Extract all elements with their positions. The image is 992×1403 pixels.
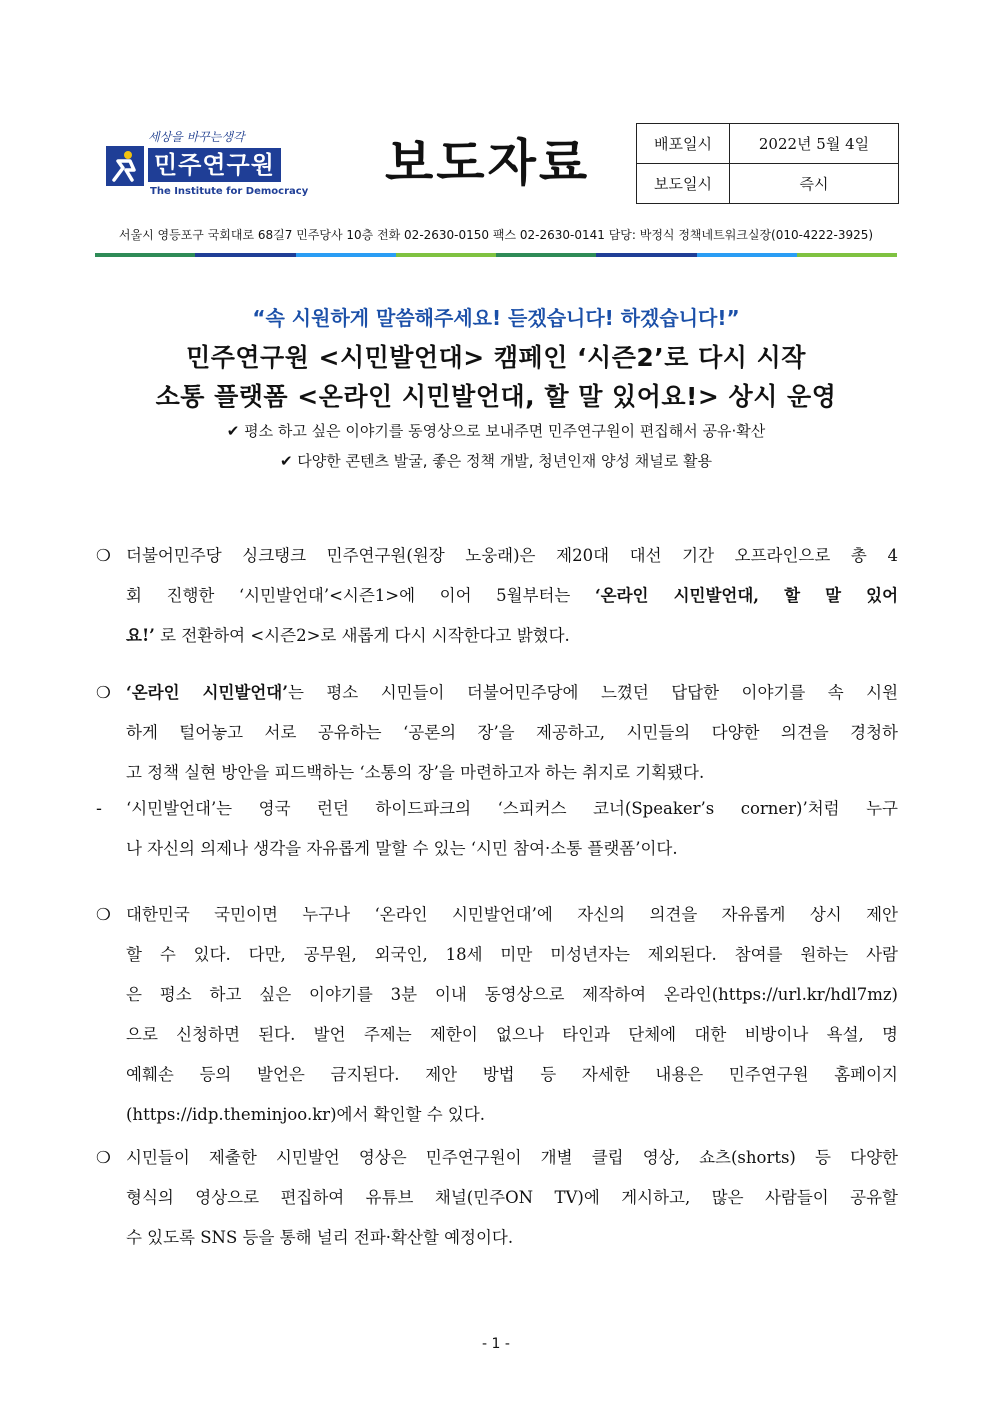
paragraph-3	[96, 789, 898, 869]
paragraph-line	[96, 1178, 898, 1218]
header-color-bar	[95, 253, 897, 257]
embargo-row	[637, 164, 899, 204]
color-bar-segment	[496, 253, 596, 257]
color-bar-segment	[296, 253, 396, 257]
paragraph-text: 회 진행한 ‘시민발언대’<시즌1>에 이어 5월부터는	[126, 586, 595, 605]
release-info-table	[636, 123, 899, 204]
release-date-label: 배포일시	[637, 124, 730, 164]
paragraph-bold-text: ‘온라인 시민발언대’	[126, 683, 288, 702]
paragraph-line	[96, 1015, 898, 1055]
circle-bullet-icon: ❍	[96, 546, 111, 565]
document-title: 보도자료	[385, 134, 591, 192]
paragraph-line	[96, 895, 898, 935]
paragraph-bold-text: ‘온라인 시민발언대, 할 말 있어	[594, 586, 899, 605]
release-date-row	[637, 124, 899, 164]
page-number: - 1 -	[482, 1336, 510, 1352]
color-bar-segment	[95, 253, 195, 257]
runner-logo-icon	[106, 146, 144, 186]
paragraph-line	[96, 616, 898, 656]
paragraph-line	[96, 713, 898, 753]
org-logo	[104, 128, 309, 204]
paragraph-text: 고 정책 실현 방안을 피드백하는 ‘소통의 장’을 마련하고자 하는 취지로 기획됐다.	[126, 763, 705, 782]
paragraph-line	[96, 829, 898, 869]
logo-slogan: 세상을 바꾸는생각	[148, 130, 245, 144]
paragraph-line	[96, 753, 898, 793]
paragraph-line	[96, 673, 898, 713]
paragraph-text: 수 있도록 SNS 등을 통해 널리 전파·확산할 예정이다.	[126, 1228, 514, 1247]
embargo-value: 즉시	[730, 164, 899, 204]
paragraph-text: 하게 털어놓고 서로 공유하는 ‘공론의 장’을 제공하고, 시민들의 다양한 의견을 경청하	[126, 723, 898, 742]
paragraph-line	[96, 975, 898, 1015]
paragraph-line	[96, 1138, 898, 1178]
dash-bullet: -	[96, 799, 102, 818]
headline-sub-1: ✔ 평소 하고 싶은 이야기를 동영상으로 보내주면 민주연구원이 편집해서 공유·확산	[226, 422, 766, 440]
paragraph-text: 대한민국 국민이면 누구나 ‘온라인 시민발언대’에 자신의 의견을 자유롭게 상시 제안	[126, 905, 898, 924]
paragraph-line	[96, 1218, 898, 1258]
paragraph-line	[96, 789, 898, 829]
paragraph-line	[96, 1055, 898, 1095]
paragraph-text: 형식의 영상으로 편집하여 유튜브 채널(민주ON TV)에 게시하고, 많은 사람들이 공유할	[126, 1188, 898, 1207]
release-date-value: 2022년 5월 4일	[730, 124, 899, 164]
paragraph-line	[96, 576, 898, 616]
paragraph-text: ‘시민발언대’는 영국 런던 하이드파크의 ‘스피커스 코너(Speaker’s corner)’처럼 누구	[126, 799, 898, 818]
color-bar-segment	[797, 253, 897, 257]
paragraph-text: 할 수 있다. 다만, 공무원, 외국인, 18세 미만 미성년자는 제외된다. 참여를 원하는 사람	[126, 945, 898, 964]
headline-sub-2: ✔ 다양한 콘텐츠 발굴, 좋은 정책 개발, 청년인재 양성 채널로 활용	[279, 452, 713, 470]
paragraph-text: 더불어민주당 싱크탱크 민주연구원(원장 노웅래)은 제20대 대선 기간 오프라인으로 총 4	[126, 546, 898, 565]
paragraph-2	[96, 673, 898, 793]
paragraph-text: 로 전환하여 <시즌2>로 새롭게 다시 시작한다고 밝혔다.	[154, 626, 570, 645]
circle-bullet-icon: ❍	[96, 1148, 111, 1167]
color-bar-segment	[396, 253, 496, 257]
paragraph-text: 는 평소 시민들이 더불어민주당에 느꼈던 답답한 이야기를 속 시원	[287, 683, 899, 702]
circle-bullet-icon: ❍	[96, 905, 111, 924]
paragraph-line	[96, 935, 898, 975]
circle-bullet-icon: ❍	[96, 683, 111, 702]
logo-org-name: 민주연구원	[148, 148, 281, 182]
paragraph-line	[96, 1095, 898, 1135]
paragraph-text: 나 자신의 의제나 생각을 자유롭게 말할 수 있는 ‘시민 참여·소통 플랫폼’이다.	[126, 839, 678, 858]
paragraph-5	[96, 1138, 898, 1258]
paragraph-text: 은 평소 하고 싶은 이야기를 3분 이내 동영상으로 제작하여 온라인(https://url.kr/hdl7mz)	[126, 985, 898, 1004]
paragraph-text: 시민들이 제출한 시민발언 영상은 민주연구원이 개별 클립 영상, 쇼츠(shorts) 등 다양한	[126, 1148, 898, 1167]
headline-quote: “속 시원하게 말씀해주세요! 듣겠습니다! 하겠습니다!”	[252, 306, 740, 330]
color-bar-segment	[195, 253, 295, 257]
embargo-label: 보도일시	[637, 164, 730, 204]
paragraph-line	[96, 536, 898, 576]
headline-main-1: 민주연구원 <시민발언대> 캠페인 ‘시즌2’로 다시 시작	[186, 343, 806, 372]
headline-main-2: 소통 플랫폼 <온라인 시민발언대, 할 말 있어요!> 상시 운영	[155, 382, 837, 411]
logo-org-name-en: The Institute for Democracy	[150, 186, 309, 197]
contact-address: 서울시 영등포구 국회대로 68길7 민주당사 10층 전화 02-2630-0150 팩스 02-2630-0141 담당: 박정식 정책네트워크실장(010-4222-3925)	[118, 228, 874, 242]
paragraph-text: 으로 신청하면 된다. 발언 주제는 제한이 없으나 타인과 단체에 대한 비방이나 욕설, 명	[126, 1025, 898, 1044]
paragraph-text: 예훼손 등의 발언은 금지된다. 제안 방법 등 자세한 내용은 민주연구원 홈페이지	[126, 1065, 898, 1084]
paragraph-text: (https://idp.theminjoo.kr)에서 확인할 수 있다.	[126, 1105, 486, 1124]
color-bar-segment	[697, 253, 797, 257]
paragraph-1	[96, 536, 898, 656]
paragraph-bold-text: 요!’	[126, 626, 155, 645]
paragraph-4	[96, 895, 898, 1135]
color-bar-segment	[596, 253, 696, 257]
